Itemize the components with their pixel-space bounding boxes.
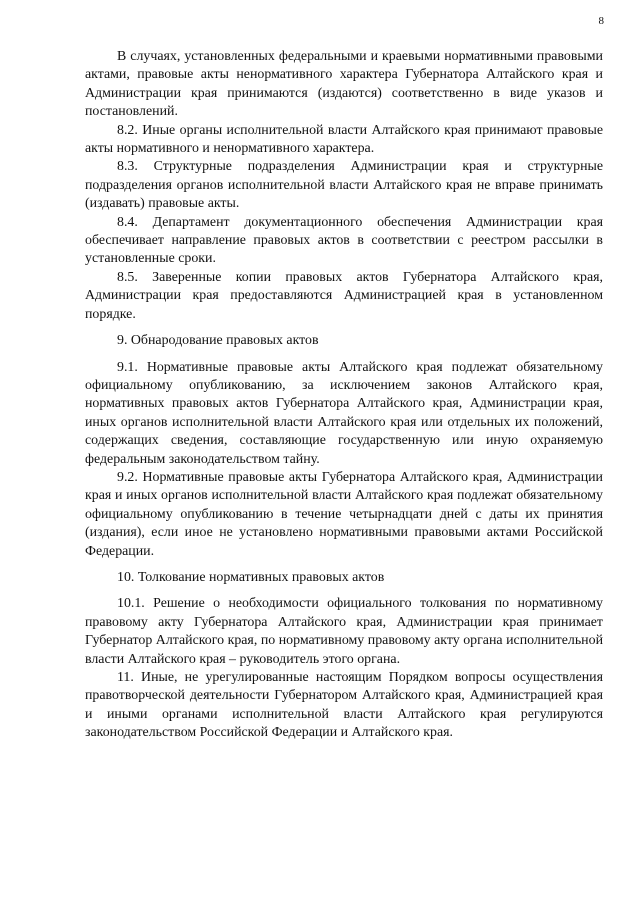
page-number: 8	[598, 15, 604, 27]
paragraph-8-3: 8.3. Структурные подразделения Администрации края и структурные подразделения органов исполнительной власти Алтайского края не вправе принимать (издавать) правовые акты.	[85, 159, 603, 212]
paragraph-9-2: 9.2. Нормативные правовые акты Губернатора Алтайского края, Администрации края и иных органов исполнительной власти Алтайского края подлежат обязательному официальному опубликованию в течение четырнадцати дней с даты их принятия (издания), если иное не установлено нормативными правовыми актами Российской Федерации.	[85, 469, 603, 559]
paragraph-8-4: 8.4. Департамент документационного обеспечения Администрации края обеспечивает направление правовых актов в соответствии с реестром рассылки в установленные сроки.	[85, 214, 603, 267]
paragraph-8-2: 8.2. Иные органы исполнительной власти Алтайского края принимают правовые акты нормативного и ненормативного характера.	[85, 122, 603, 157]
paragraph-11: 11. Иные, не урегулированные настоящим Порядком вопросы осуществления правотворческой деятельности Губернатором Алтайского края, Администрацией края и иными органами исполнительной власти Алтайского края регулируются законодательством Российской Федерации и Алтайского края.	[85, 670, 603, 741]
section-heading-10: 10. Толкование нормативных правовых актов	[117, 569, 385, 585]
paragraph-9-1: 9.1. Нормативные правовые акты Алтайского края подлежат обязательному официальному опубликованию, за исключением законов Алтайского края, нормативных правовых актов Губернатора Алтайского края, Администрации края, иных органов исполнительной власти Алтайского края или отдельных их положений, содержащих сведения, составляющие государственную или иную охраняемую федеральным законодательством тайну.	[85, 359, 603, 467]
paragraph-10-1: 10.1. Решение о необходимости официального толкования по нормативному правовому акту Губернатора Алтайского края, Администрации края принимает Губернатор Алтайского края, по нормативному правовому акту органа исполнительной власти Алтайского края – руководитель этого органа.	[85, 596, 603, 667]
section-heading-9: 9. Обнародование правовых актов	[117, 333, 319, 349]
document-body	[85, 48, 603, 743]
paragraph-8-5: 8.5. Заверенные копии правовых актов Губернатора Алтайского края, Администрации края предоставляются Администрацией края в установленном порядке.	[85, 269, 603, 322]
paragraph-8-1-decree-forms: В случаях, установленных федеральными и краевыми нормативными правовыми актами, правовые акты ненормативного характера Губернатора Алтайского края и Администрации края принимаются (издаются) соответственно в виде указов и постановлений.	[85, 49, 603, 120]
